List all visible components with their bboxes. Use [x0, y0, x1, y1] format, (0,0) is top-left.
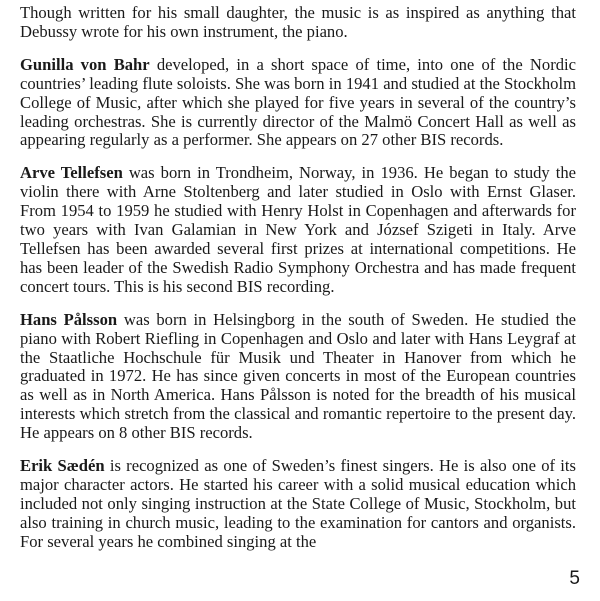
bio-name: Arve Tellefsen: [20, 163, 123, 183]
document-page: [20, 4, 576, 566]
bio-text: developed, in a short space of time, into one of the Nordic countries’ leading flute soloists. She was born in 1941 and studied at the Stockholm College of Music, after which she played for five years in several of the country’s leading orchestras. She is currently director of the Malmö Concert Hall as well as appearing regularly as a performer. She appears on 27 other BIS records.: [20, 54, 576, 150]
bio-name: Gunilla von Bahr: [20, 54, 150, 74]
bio-paragraph-hans-palsson: [20, 311, 576, 443]
bio-name: Hans Pålsson: [20, 309, 118, 329]
bio-paragraph-erik-saeden: [20, 457, 576, 552]
bio-text: was born in Trondheim, Norway, in 1936. He began to study the violin there with Arne Stoltenberg and later studied in Oslo with Ernst Glaser. From 1954 to 1959 he studied with Henry Holst in Copenhagen and afterwards for two years with Ivan Galamian in New York and József Szigeti in Italy. Arve Tellefsen has been awarded several first prizes at international competitions. He has been leader of the Swedish Radio Symphony Orchestra and has made frequent concert tours. This is his second BIS recording.: [20, 163, 577, 296]
bio-paragraph-arve-tellefsen: [20, 164, 576, 296]
bio-name: Erik Sædén: [20, 456, 105, 476]
page-number: 5: [569, 568, 580, 589]
bio-text: is recognized as one of Sweden’s finest singers. He is also one of its major character actors. He started his career with a solid musical education which included not only singing instruction at the State College of Music, Stockholm, but also training in church music, leading to the examination for cantors and organists. For several years he combined singing at the: [20, 456, 576, 551]
bio-text: was born in Helsingborg in the south of Sweden. He studied the piano with Robert Riefling in Copenhagen and Oslo and later with Hans Leygraf at the Staatliche Hochschule für Musik und Theater in Hanover from which he graduated in 1972. He has since given concerts in most of the European countries as well as in North America. Hans Pålsson is noted for the breadth of his musical interests which stretch from the classical and romantic repertoire to the present day. He appears on 8 other BIS records.: [20, 309, 576, 443]
intro-paragraph: Though written for his small daughter, the music is as inspired as anything that Debussy wrote for his own instrument, the piano.: [20, 3, 576, 41]
bio-paragraph-gunilla-von-bahr: [20, 56, 576, 151]
